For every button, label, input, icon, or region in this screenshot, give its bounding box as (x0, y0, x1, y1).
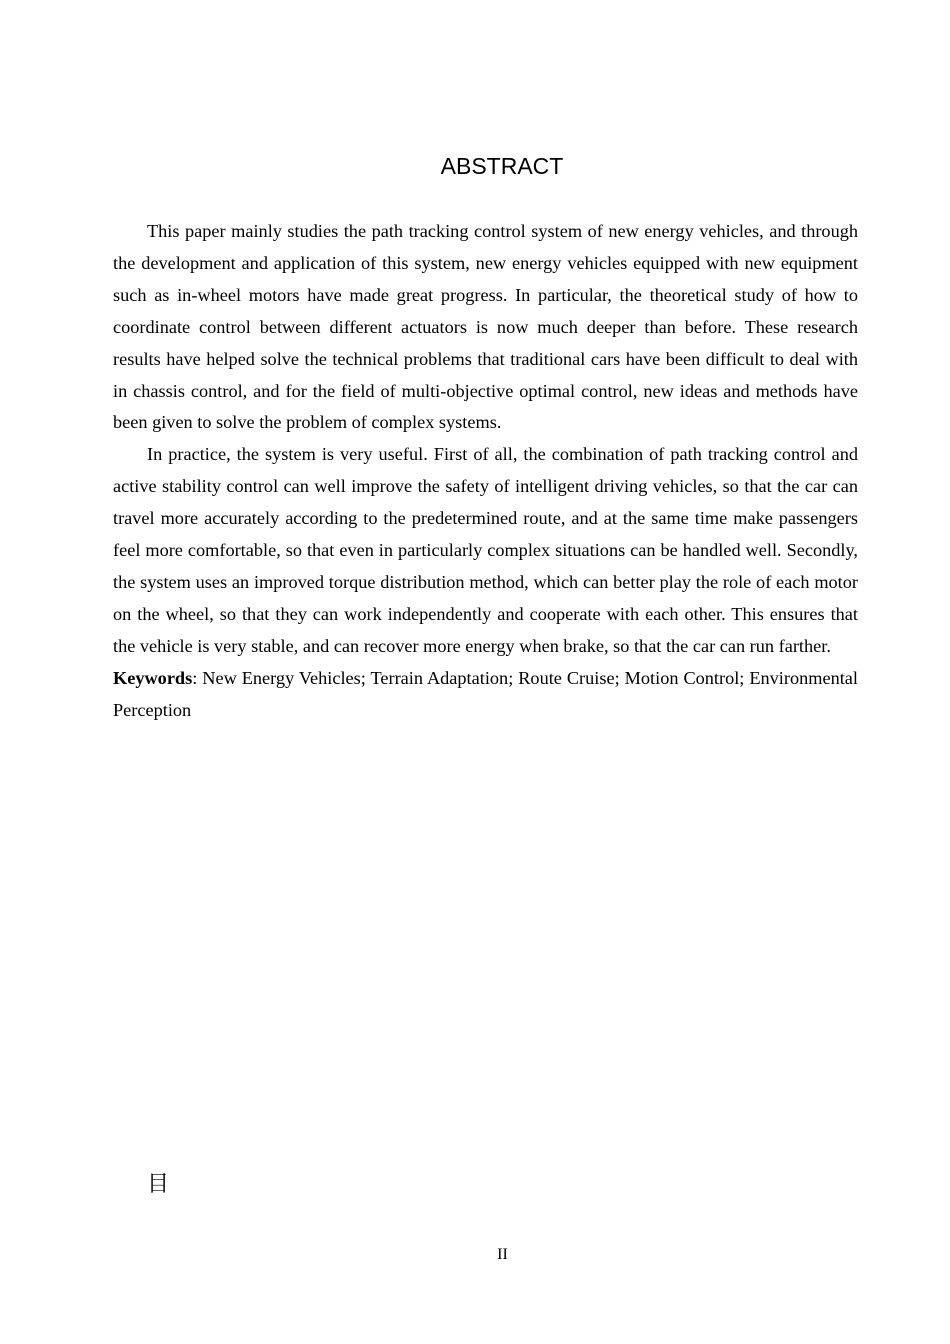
abstract-paragraph-2: In practice, the system is very useful. First of all, the combination of path tracking control and active stability control can well improve the safety of intelligent driving vehicles, so that the car can travel more accurately according to the predetermined route, and at the same time make passengers feel more comfortable, so that even in particularly complex situations can be handled well. Secondly, the system uses an improved torque distribution method, which can better play the role of each motor on the wheel, so that they can work independently and cooperate with each other. This ensures that the vehicle is very stable, and can recover more energy when brake, so that the car can run farther. (113, 444, 858, 656)
keywords-line (113, 663, 858, 727)
stray-character: 目 (147, 1172, 170, 1197)
abstract-title: ABSTRACT (440, 153, 564, 179)
abstract-paragraph-1: This paper mainly studies the path tracking control system of new energy vehicles, and through the development and application of this system, new energy vehicles equipped with new equipment such as in-wheel motors have made great progress. In particular, the theoretical study of how to coordinate control between different actuators is now much deeper than before. These research results have helped solve the technical problems that traditional cars have been difficult to deal with in chassis control, and for the field of multi-objective optimal control, new ideas and methods have been given to solve the problem of complex systems. (113, 221, 858, 433)
keywords-list: : New Energy Vehicles; Terrain Adaptation; Route Cruise; Motion Control; Environmental Perception (113, 667, 858, 720)
page-number: II (497, 1246, 508, 1263)
abstract-body (113, 216, 858, 727)
keywords-label: Keywords (113, 667, 193, 688)
